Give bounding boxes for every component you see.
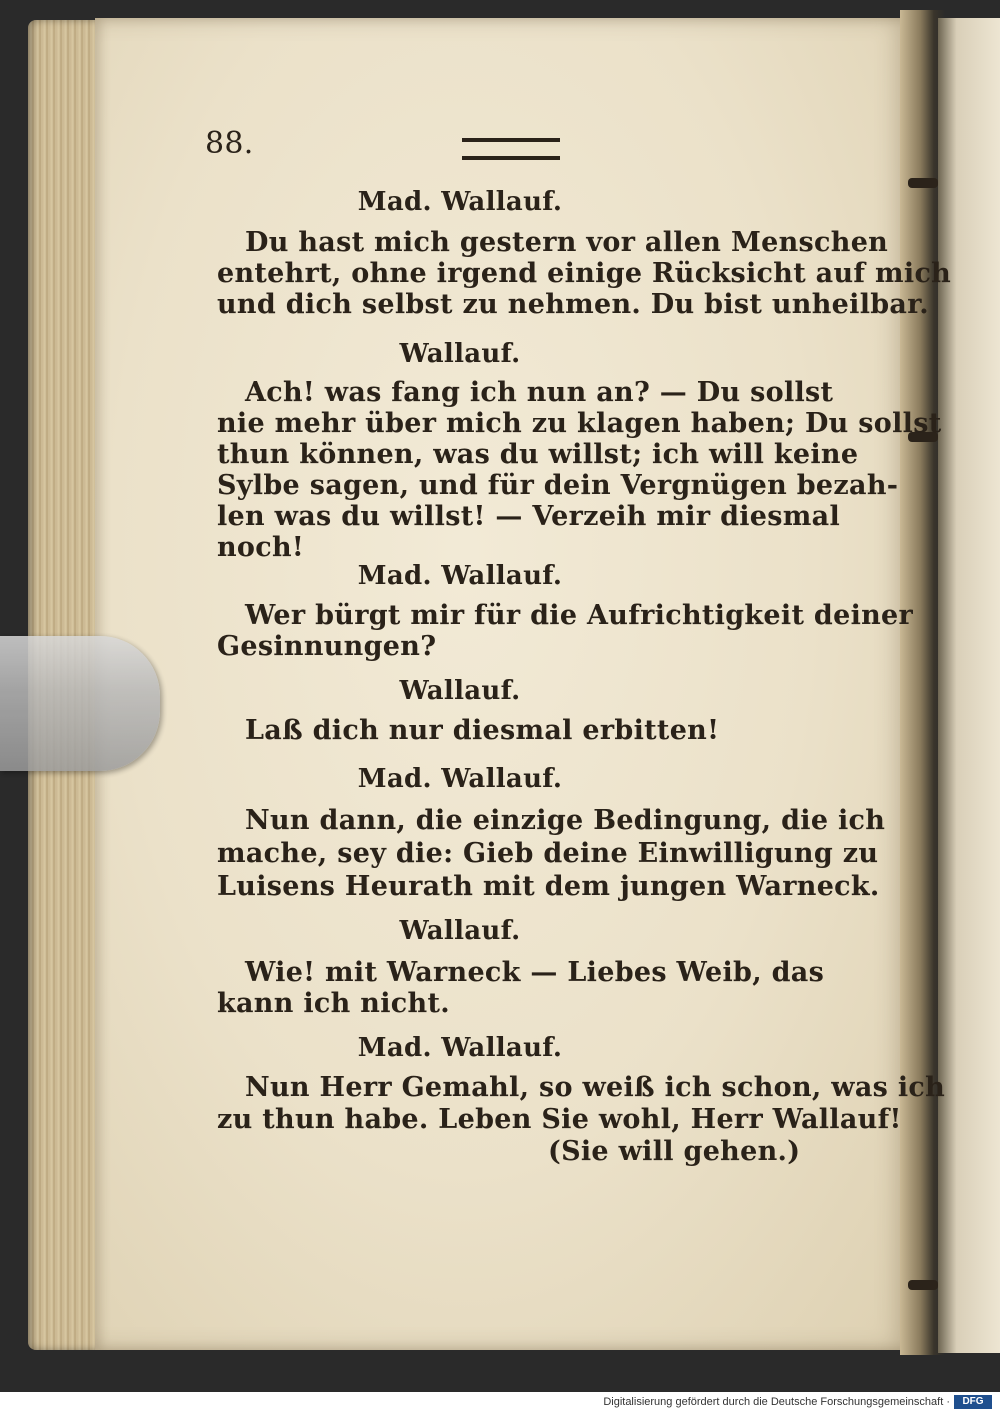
text-line: noch!: [217, 532, 305, 563]
text-line: len was du willst! — Verzeih mir diesmal: [217, 501, 841, 532]
speaker-name: Wallauf.: [399, 339, 521, 369]
text-line: entehrt, ohne irgend einige Rücksicht auf mich: [217, 258, 952, 289]
speaker-name: Mad. Wallauf.: [357, 764, 563, 794]
text-line: kann ich nicht.: [217, 988, 450, 1019]
text-line: Wer bürgt mir für die Aufrichtigkeit deiner: [245, 600, 914, 631]
text-line: mache, sey die: Gieb deine Einwilligung zu: [217, 838, 879, 869]
binding-thread: [908, 178, 938, 188]
text-line: thun können, was du willst; ich will keine: [217, 439, 859, 470]
text-line: Ach! was fang ich nun an? — Du sollst: [245, 377, 834, 408]
text-line: Nun Herr Gemahl, so weiß ich schon, was ich: [245, 1072, 946, 1103]
dfg-logo: DFG: [954, 1395, 992, 1409]
text-line: Laß dich nur diesmal erbitten!: [245, 715, 720, 746]
text-line: nie mehr über mich zu klagen haben; Du sollst: [217, 408, 942, 439]
speaker-name: Mad. Wallauf.: [357, 1033, 563, 1063]
text-line: Wie! mit Warneck — Liebes Weib, das: [245, 957, 825, 988]
text-line: und dich selbst zu nehmen. Du bist unheilbar.: [217, 289, 929, 320]
right-page-edge: [938, 18, 1000, 1353]
speaker-name: Mad. Wallauf.: [357, 187, 563, 217]
funding-credit: Digitalisierung gefördert durch die Deutsche Forschungsgemeinschaft ·: [603, 1396, 950, 1408]
speaker-name: Mad. Wallauf.: [357, 561, 563, 591]
stage-direction: (Sie will gehen.): [548, 1136, 801, 1167]
text-line: Gesinnungen?: [217, 631, 437, 662]
text-line: zu thun habe. Leben Sie wohl, Herr Wallauf!: [217, 1104, 902, 1135]
speaker-name: Wallauf.: [399, 916, 521, 946]
page-clip: [0, 636, 160, 771]
header-rule: [462, 138, 560, 160]
text-line: Sylbe sagen, und für dein Vergnügen bezah-: [217, 470, 899, 501]
text-line: Du hast mich gestern vor allen Menschen: [245, 227, 889, 258]
text-line: Luisens Heurath mit dem jungen Warneck.: [217, 871, 880, 902]
binding-thread: [908, 1280, 938, 1290]
page-number: 88.: [205, 126, 254, 161]
text-line: Nun dann, die einzige Bedingung, die ich: [245, 805, 886, 836]
speaker-name: Wallauf.: [399, 676, 521, 706]
